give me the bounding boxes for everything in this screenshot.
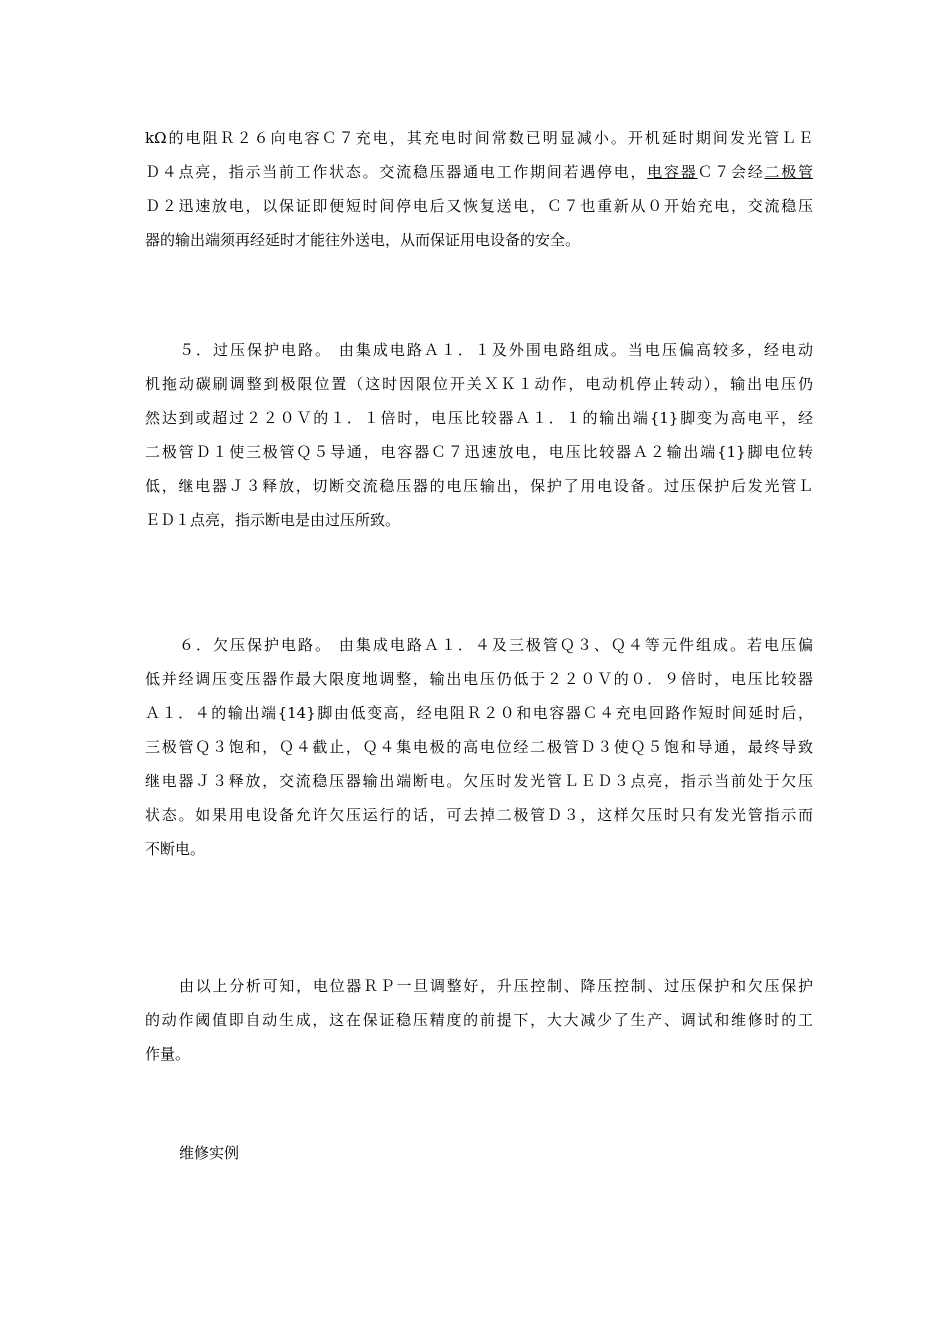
text-line: 器的输出端须再经延时才能往外送电，从而保证用电设备的安全。 (145, 231, 581, 249)
text-line: 然达到或超过２２０Ｖ的１．１倍时，电压比较器Ａ１．１的输出端{1}脚变为高电平，经 (145, 409, 813, 427)
text-line: ５．过压保护电路。 由集成电路Ａ１．１及外围电路组成。当电压偏高较多，经电动 (179, 341, 813, 359)
section-heading-repair-examples (145, 1136, 813, 1170)
text-line: ＥＤ１点亮，指示断电是由过压所致。 (145, 511, 401, 529)
text-line: 低并经调压变压器作最大限度地调整，输出电压仍低于２２０Ｖ的０．９倍时，电压比较器 (145, 670, 813, 688)
paragraph-delay-circuit (145, 121, 813, 257)
text-line: 不断电。 (145, 840, 206, 858)
paragraph-summary (145, 969, 813, 1071)
text-line: kΩ的电阻Ｒ２６向电容Ｃ７充电，其充电时间常数已明显减小。开机延时期间发光管ＬＥ (145, 129, 813, 147)
text-line: Ｄ２迅速放电，以保证即便短时间停电后又恢复送电，Ｃ７也重新从０开始充电，交流稳压 (145, 197, 813, 215)
text-line: 作量。 (145, 1045, 191, 1063)
text-segment: Ｄ４点亮，指示当前工作状态。交流稳压器通电工作期间若遇停电， (145, 163, 648, 181)
text-line: 状态。如果用电设备允许欠压运行的话，可去掉二极管Ｄ３，这样欠压时只有发光管指示而 (145, 806, 813, 824)
text-line: 由以上分析可知，电位器ＲＰ一旦调整好，升压控制、降压控制、过压保护和欠压保护 (179, 977, 813, 995)
paragraph-undervoltage-protection (145, 628, 813, 866)
underlined-term: 电容器 (647, 163, 698, 181)
text-line: 的动作阈值即自动生成，这在保证稳压精度的前提下，大大减少了生产、调试和维修时的工 (145, 1011, 813, 1029)
text-line (145, 155, 813, 189)
text-line: 机拖动碳刷调整到极限位置（这时因限位开关ＸＫ１动作，电动机停止转动），输出电压仍 (145, 375, 813, 393)
paragraph-overvoltage-protection (145, 333, 813, 537)
text-segment: Ｃ７会经 (697, 163, 765, 181)
text-line: 低，继电器Ｊ３释放，切断交流稳压器的电压输出，保护了用电设备。过压保护后发光管Ｌ (145, 477, 813, 495)
section-heading: 维修实例 (179, 1144, 240, 1162)
text-line: ６．欠压保护电路。 由集成电路Ａ１．４及三极管Ｑ３、Ｑ４等元件组成。若电压偏 (179, 636, 813, 654)
text-line: 三极管Ｑ３饱和，Ｑ４截止，Ｑ４集电极的高电位经二极管Ｄ３使Ｑ５饱和导通，最终导致 (145, 738, 813, 756)
text-line: 继电器Ｊ３释放，交流稳压器输出端断电。欠压时发光管ＬＥＤ３点亮，指示当前处于欠压 (145, 772, 813, 790)
text-line: 二极管Ｄ１使三极管Ｑ５导通，电容器Ｃ７迅速放电，电压比较器Ａ２输出端{1}脚电位转 (145, 443, 813, 461)
underlined-term: 二极管 (764, 163, 813, 181)
text-line: Ａ１．４的输出端{14}脚由低变高，经电阻Ｒ２０和电容器Ｃ４充电回路作短时间延时后， (145, 704, 813, 722)
